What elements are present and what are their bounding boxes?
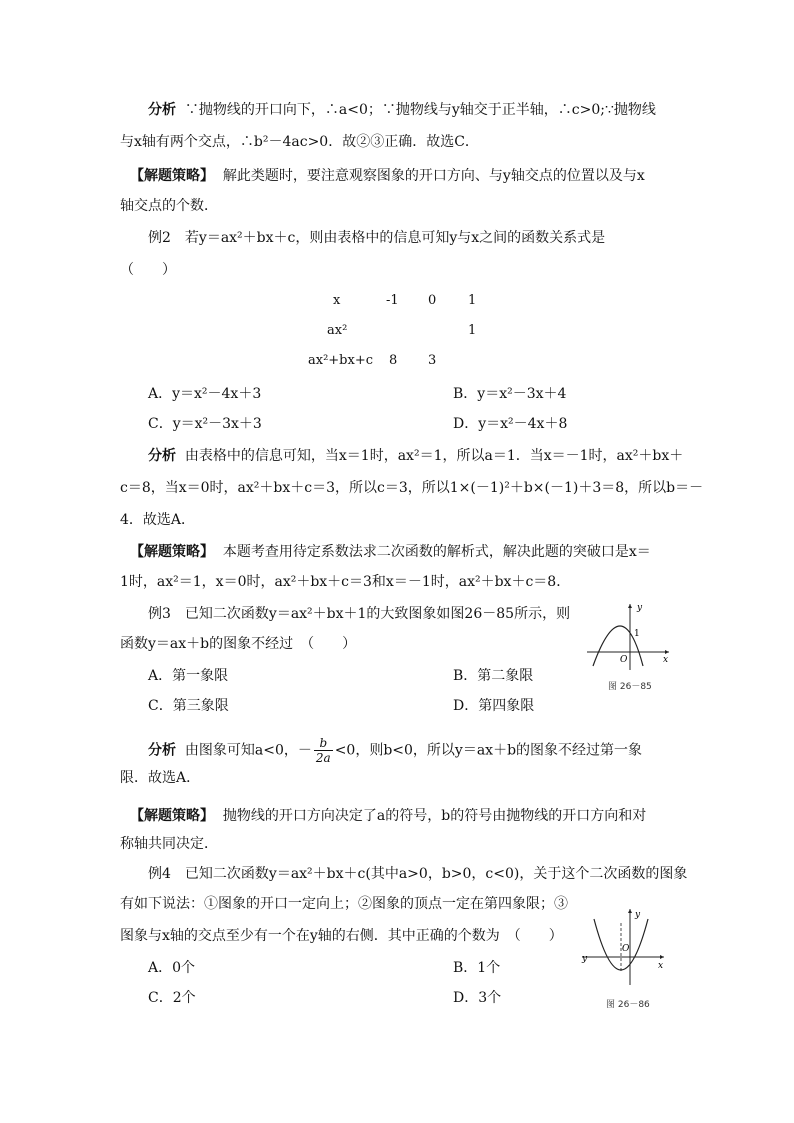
strategy-text: 本题考查用待定系数法求二次函数的解析式，解决此题的突破口是x＝ xyxy=(222,544,651,560)
fraction-denominator: 2a xyxy=(315,751,331,765)
example-2-question-line-1: 例2 若y＝ax²＋bx＋c，则由表格中的信息可知y与x之间的函数关系式是 xyxy=(148,230,606,246)
strategy-1-line-1 xyxy=(130,166,645,186)
analysis-2-line-2: c＝8，当x＝0时，ax²＋bx＋c＝3，所以c＝3，所以1×(－1)²＋b×(－1)＋3＝8，所以b＝－ xyxy=(120,480,704,496)
analysis-text: ∵抛物线的开口向下，∴a<0；∵抛物线与y轴交于正半轴，∴c>0;∵抛物线 xyxy=(184,102,656,118)
table-cell: 1 xyxy=(468,323,477,338)
origin-label: O xyxy=(620,655,628,665)
origin-label: O xyxy=(622,944,630,954)
table-cell: 1 xyxy=(468,293,477,308)
table-cell: 3 xyxy=(428,353,437,368)
example-3-question-line-1: 例3 已知二次函数y＝ax²＋bx＋1的大致图象如图26－85所示，则 xyxy=(148,606,571,622)
x-label: x xyxy=(663,655,669,665)
analysis-label: 分析 xyxy=(148,448,176,464)
strategy-2-line-2: 1时，ax²＝1，x＝0时，ax²＋bx＋c＝3和x＝－1时，ax²＋bx＋c＝8． xyxy=(120,574,571,590)
option-a: A．0个 xyxy=(148,960,196,976)
x-label: x xyxy=(658,961,664,971)
left-y-label: y xyxy=(582,954,588,964)
analysis-3-line-2: 限．故选A． xyxy=(120,770,201,786)
figure-26-85 xyxy=(585,600,675,672)
table-header-x: x xyxy=(333,293,341,308)
example-4-question-line-2: 有如下说法：①图象的开口一定向上；②图象的顶点一定在第四象限；③ xyxy=(120,896,568,912)
strategy-text: 抛物线的开口方向决定了a的符号，b的符号由抛物线的开口方向和对 xyxy=(222,808,647,824)
y-axis-arrow xyxy=(628,909,632,913)
option-a: A．y＝x²－4x＋3 xyxy=(148,386,262,402)
option-c: C．y＝x²－3x＋3 xyxy=(148,416,262,432)
y-label: y xyxy=(635,910,641,920)
strategy-label: 【解题策略】 xyxy=(130,544,214,560)
table-header-poly: ax²+bx+c xyxy=(308,353,374,368)
strategy-label: 【解题策略】 xyxy=(130,808,214,824)
analysis-1-line-1 xyxy=(148,100,656,120)
strategy-label: 【解题策略】 xyxy=(130,168,214,184)
strategy-3-line-1 xyxy=(130,806,646,826)
figure-26-86 xyxy=(578,905,670,987)
figure-caption: 图 26－86 xyxy=(606,1000,650,1010)
analysis-label: 分析 xyxy=(148,742,176,759)
strategy-1-line-2: 轴交点的个数． xyxy=(120,198,218,214)
example-4-question-line-3: 图象与x轴的交点至少有一个在y轴的右侧．其中正确的个数为 （ ） xyxy=(120,928,563,944)
example-4-question-line-1: 例4 已知二次函数y＝ax²＋bx＋c(其中a>0，b>0，c<0)，关于这个二次函数的图象 xyxy=(148,866,688,882)
strategy-text: 解此类题时，要注意观察图象的开口方向、与y轴交点的位置以及与x xyxy=(222,168,645,184)
table-cell: 0 xyxy=(428,293,437,308)
analysis-text: 由图象可知a<0，－ xyxy=(184,742,312,759)
strategy-3-line-2: 称轴共同决定． xyxy=(120,836,218,852)
option-d: D．y＝x²－4x＋8 xyxy=(453,416,568,432)
option-d: D．第四象限 xyxy=(453,698,535,714)
x-axis-arrow xyxy=(660,955,664,959)
table-header-ax2: ax² xyxy=(327,323,348,338)
analysis-3-line-1 xyxy=(148,736,642,765)
fraction-numerator: b xyxy=(314,736,333,751)
figure-caption: 图 26－85 xyxy=(608,682,652,692)
option-b: B．1个 xyxy=(453,960,501,976)
strategy-2-line-1 xyxy=(130,542,651,562)
analysis-2-line-1 xyxy=(148,446,683,466)
option-c: C．2个 xyxy=(148,990,196,1006)
example-3-question-line-2: 函数y＝ax＋b的图象不经过 （ ） xyxy=(120,636,357,652)
analysis-text: <0，则b<0，所以y＝ax＋b的图象不经过第一象 xyxy=(334,742,643,759)
analysis-1-line-2: 与x轴有两个交点，∴b²－4ac>0．故②③正确．故选C． xyxy=(120,134,479,150)
y-axis-arrow xyxy=(628,604,632,608)
intercept-label: 1 xyxy=(634,629,640,639)
table-cell: -1 xyxy=(386,293,399,308)
option-b: B．y＝x²－3x＋4 xyxy=(453,386,567,402)
option-d: D．3个 xyxy=(453,990,502,1006)
table-cell: 8 xyxy=(389,353,398,368)
option-c: C．第三象限 xyxy=(148,698,229,714)
option-b: B．第二象限 xyxy=(453,668,534,684)
y-label: y xyxy=(637,603,643,613)
option-a: A．第一象限 xyxy=(148,668,229,684)
fraction xyxy=(314,736,333,765)
example-2-question-line-2: （ ） xyxy=(120,262,176,278)
analysis-2-line-3: 4．故选A． xyxy=(120,512,196,528)
analysis-text: 由表格中的信息可知，当x＝1时，ax²＝1，所以a＝1．当x＝－1时，ax²＋bx＋ xyxy=(184,448,684,464)
analysis-label: 分析 xyxy=(148,102,176,118)
x-axis-arrow xyxy=(665,650,669,654)
